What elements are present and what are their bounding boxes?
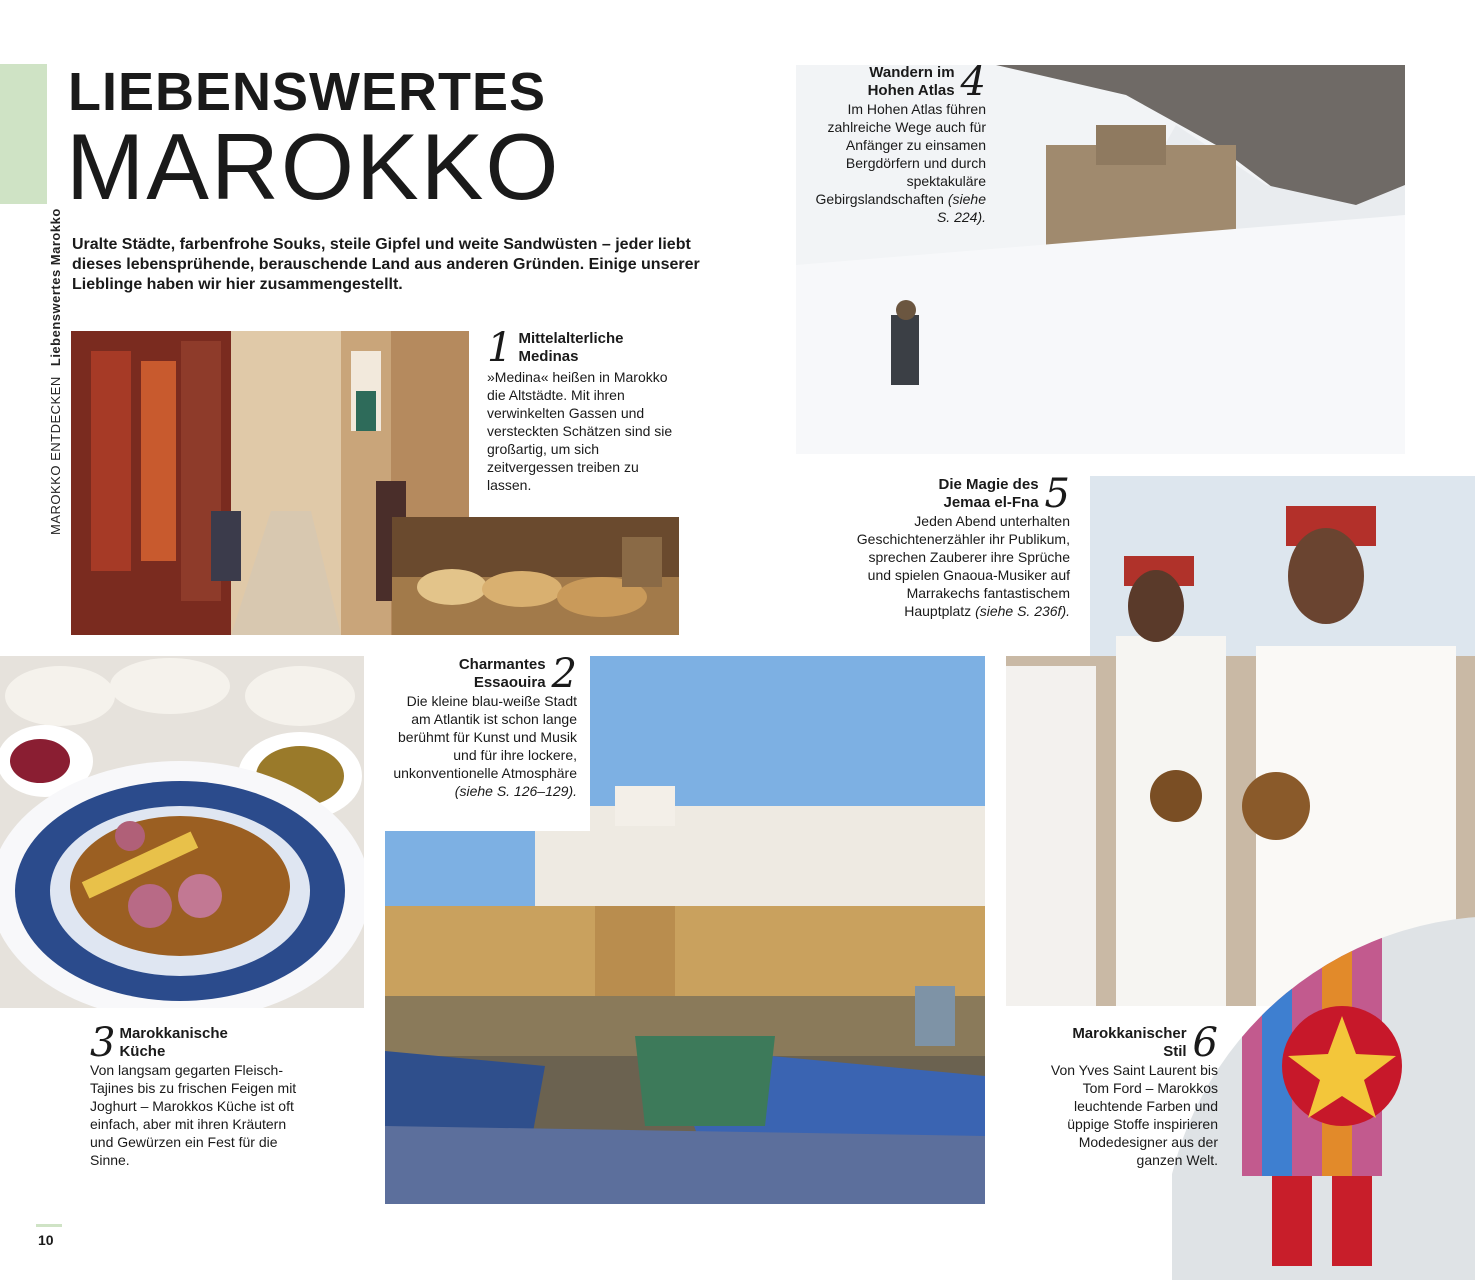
topic-label: Liebenswertes Marokko xyxy=(48,208,63,367)
caption-title: Essaouira xyxy=(473,674,546,691)
caption-6 xyxy=(1040,1020,1218,1169)
caption-title: Stil xyxy=(1163,1043,1187,1060)
caption-title: Küche xyxy=(119,1043,166,1060)
caption-number: 6 xyxy=(1192,1020,1218,1066)
caption-text: Jeden Abend unterhalten Geschichtenerzähler ihr Publikum, sprechen Zauberer ihre Sprüche und spielen Gnaoua-Musiker auf Marrakechs fantastischem Hauptplatz xyxy=(856,513,1070,619)
caption-title: Die Magie des xyxy=(938,476,1039,493)
caption-title: Hohen Atlas xyxy=(867,82,955,99)
caption-number: 4 xyxy=(960,59,986,105)
page-number-bar xyxy=(36,1224,62,1227)
caption-title: Medinas xyxy=(518,348,579,365)
intro-text: Uralte Städte, farbenfrohe Souks, steile Gipfel und weite Sandwüsten – jeder liebt dieses lebensprühende, berauschende Land aus anderen Gründen. Einige unserer Lieblinge haben wir hier zusammengestellt. xyxy=(72,236,700,293)
caption-title: Jemaa el-Fna xyxy=(943,494,1039,511)
caption-3 xyxy=(90,1020,310,1169)
caption-title: Mittelalterliche xyxy=(518,330,624,347)
section-tab xyxy=(0,64,47,204)
caption-title: Marokkanischer xyxy=(1072,1025,1187,1042)
caption-1 xyxy=(487,325,682,494)
caption-reference: (siehe S. 224). xyxy=(936,191,986,225)
bread-photo xyxy=(392,517,679,635)
page-title-line1: LIEBENSWERTES xyxy=(68,62,547,122)
caption-text: Von langsam gegarten Fleisch-Tajines bis zu frischen Feigen mit Joghurt – Marokkos Küche ist oft einfach, aber mit ihren Kräutern und Gewürzen ein Fest für die Sinne. xyxy=(90,1062,297,1168)
caption-title: Wandern im xyxy=(869,64,955,81)
caption-number: 2 xyxy=(551,651,577,697)
caption-number: 3 xyxy=(90,1020,116,1066)
caption-number: 5 xyxy=(1044,471,1070,517)
section-label: MAROKKO ENTDECKEN xyxy=(48,376,63,535)
page-number: 10 xyxy=(38,1232,54,1248)
caption-text: Im Hohen Atlas führen zahlreiche Wege auch für Anfänger zu einsamen Bergdörfern und durch spektakuläre Gebirgslandschaften xyxy=(815,101,986,207)
caption-number: 1 xyxy=(487,325,513,371)
caption-title: Marokkanische xyxy=(119,1025,228,1042)
caption-reference: (siehe S. 126–129). xyxy=(454,783,577,799)
caption-title: Charmantes xyxy=(458,656,546,673)
food-photo xyxy=(0,656,364,1008)
caption-2 xyxy=(385,651,577,800)
musicians-photo xyxy=(1006,471,1475,1006)
caption-text: »Medina« heißen in Marokko die Altstädte. Mit ihren verwinkelten Gassen und versteckten Schätzen sind sie großartig, um sich zeitvergessen treiben zu lassen. xyxy=(487,369,673,493)
page-title-line2: MAROKKO xyxy=(66,114,561,219)
caption-4 xyxy=(810,59,986,226)
running-header xyxy=(48,208,63,535)
caption-text: Von Yves Saint Laurent bis Tom Ford – Marokkos leuchtende Farben und üppige Stoffe inspirieren Modedesigner aus der ganzen Welt. xyxy=(1050,1062,1218,1168)
caption-reference: (siehe S. 236f). xyxy=(975,603,1070,619)
caption-text: Die kleine blau-weiße Stadt am Atlantik ist schon lange berühmt für Kunst und Musik und für ihre lockere, unkonventionelle Atmosphäre xyxy=(393,693,577,781)
